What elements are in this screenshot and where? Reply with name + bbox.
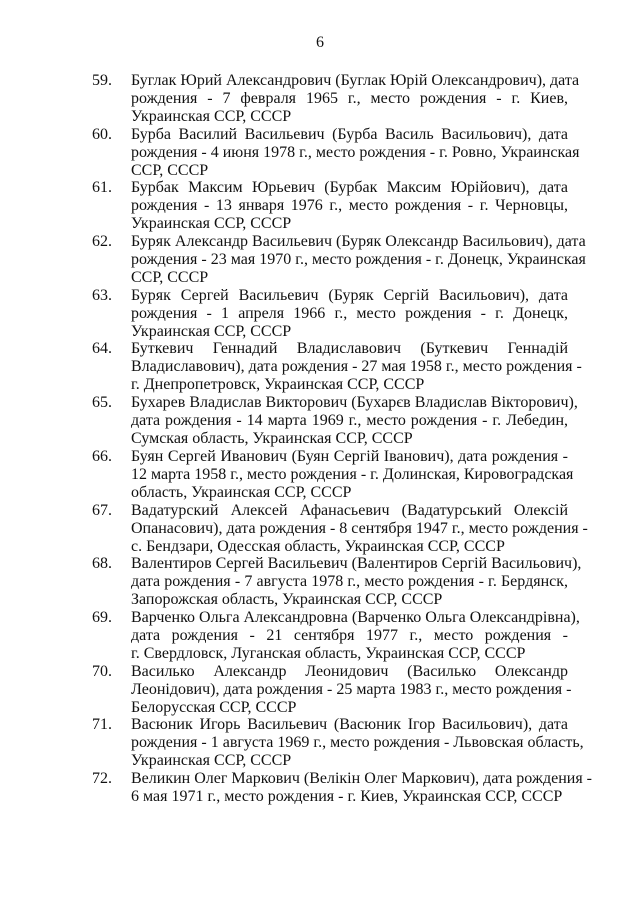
entry-number: 59. bbox=[92, 72, 112, 89]
entry-number: 71. bbox=[92, 716, 112, 734]
entry-line: Буглак Юрий Александрович (Буглак Юрій Олександрович), дата bbox=[131, 72, 580, 89]
entry-text bbox=[131, 72, 580, 126]
entry-line: Вадатурский Алексей Афанасьевич (Вадатурський Олексій bbox=[131, 501, 568, 519]
entry-number: 68. bbox=[92, 555, 112, 573]
entry-line: Великин Олег Маркович (Велікін Олег Маркович), дата рождения - bbox=[131, 769, 592, 787]
entry-line: 6 мая 1971 г., место рождения - г. Киев, Украинская ССР, СССР bbox=[131, 787, 563, 805]
entry-text bbox=[131, 662, 572, 717]
entry-number: 69. bbox=[92, 608, 112, 626]
entry-line: 12 марта 1958 г., место рождения - г. Долинская, Кировоградская bbox=[131, 465, 574, 483]
entry-line: область, Украинская ССР, СССР bbox=[131, 483, 352, 501]
entry-line: рождения - 1 августа 1969 г., место рождения - Львовская область, bbox=[131, 734, 584, 752]
entry-line: Буткевич Геннадий Владиславович (Буткевич Геннадій bbox=[131, 340, 568, 358]
entry-line: Бухарев Владислав Викторович (Бухарєв Владислав Вікторович), bbox=[131, 394, 578, 412]
entry-line: Украинская ССР, СССР bbox=[131, 322, 292, 340]
entry-line: Бурба Василий Васильевич (Бурба Василь Васильович), дата bbox=[131, 125, 568, 143]
entry-line: Леонідович), дата рождения - 25 марта 1983 г., место рождения - bbox=[131, 680, 572, 698]
entry-line: г. Свердловск, Луганская область, Украинская ССР, СССР bbox=[131, 644, 526, 662]
entry-line: Украинская ССР, СССР bbox=[131, 752, 292, 770]
entry-line: г. Днепропетровск, Украинская ССР, СССР bbox=[131, 376, 425, 394]
entry-line: дата рождения - 21 сентября 1977 г., место рождения - bbox=[131, 626, 568, 644]
entry-line: с. Бендзари, Одесская область, Украинская ССР, СССР bbox=[131, 537, 505, 555]
entry-number: 66. bbox=[92, 447, 112, 465]
entry-number: 63. bbox=[92, 286, 112, 304]
entry-line: ССР, СССР bbox=[131, 269, 209, 287]
entry-line: Варченко Ольга Александровна (Варченко Ольга Олександрівна), bbox=[131, 608, 580, 626]
entry-text bbox=[131, 287, 568, 341]
entry-line: Опанасович), дата рождения - 8 сентября 1947 г., место рождения - bbox=[131, 519, 588, 537]
entry-number: 67. bbox=[92, 501, 112, 519]
entry-line: рождения - 1 апреля 1966 г., место рождения - г. Донецк, bbox=[131, 304, 568, 322]
entry-line: Буряк Сергей Васильевич (Буряк Сергій Васильович), дата bbox=[131, 286, 568, 304]
entry-text bbox=[131, 716, 584, 770]
entry-line: Украинская ССР, СССР bbox=[131, 108, 292, 125]
entry-number: 61. bbox=[92, 179, 112, 197]
entry-line: ССР, СССР bbox=[131, 161, 209, 179]
entry-line: Бурбак Максим Юрьевич (Бурбак Максим Юрійович), дата bbox=[131, 179, 568, 197]
entry-line: Буряк Александр Васильевич (Буряк Олександр Васильович), дата bbox=[131, 233, 586, 251]
entry-line: Запорожская область, Украинская ССР, СССР bbox=[131, 591, 443, 609]
entry-line: рождения - 23 мая 1970 г., место рождения - г. Донецк, Украинская bbox=[131, 251, 586, 269]
entry-text bbox=[131, 608, 580, 663]
entry-text bbox=[131, 769, 592, 806]
entry-text bbox=[131, 501, 588, 556]
entry-line: рождения - 13 января 1976 г., место рождения - г. Черновцы, bbox=[131, 197, 568, 215]
entry-line: Василько Александр Леонидович (Василько Олександр bbox=[131, 662, 568, 680]
entry-line: дата рождения - 7 августа 1978 г., место рождения - г. Бердянск, bbox=[131, 573, 568, 591]
entry-line: рождения - 4 июня 1978 г., место рождения - г. Ровно, Украинская bbox=[131, 143, 580, 161]
entry-number: 72. bbox=[92, 769, 112, 787]
entry-text bbox=[131, 394, 578, 448]
entry-number: 70. bbox=[92, 662, 112, 680]
entry-line: Буян Сергей Иванович (Буян Сергій Іванович), дата рождения - bbox=[131, 447, 568, 465]
entry-line: Украинская ССР, СССР bbox=[131, 215, 292, 233]
entry-line: Валентиров Сергей Васильевич (Валентиров Сергій Васильович), bbox=[131, 555, 582, 573]
entry-line: Владиславович), дата рождения - 27 мая 1958 г., место рождения - bbox=[131, 358, 582, 376]
entry-number: 62. bbox=[92, 233, 112, 251]
entry-number: 64. bbox=[92, 340, 112, 358]
entry-number: 60. bbox=[92, 125, 112, 143]
entry-line: Васюник Игорь Васильевич (Васюник Ігор Васильович), дата bbox=[131, 716, 568, 734]
entry-number: 65. bbox=[92, 394, 112, 412]
entry-line: дата рождения - 14 марта 1969 г., место рождения - г. Лебедин, bbox=[131, 412, 568, 430]
entry-text bbox=[131, 340, 582, 394]
entry-text bbox=[131, 179, 568, 233]
entry-line: Белорусская ССР, СССР bbox=[131, 698, 297, 716]
entry-text bbox=[131, 447, 574, 502]
entry-text bbox=[131, 233, 586, 287]
entry-line: рождения - 7 февраля 1965 г., место рождения - г. Киев, bbox=[131, 90, 568, 107]
entry-text bbox=[131, 125, 580, 180]
entry-text bbox=[131, 555, 582, 609]
page-number: 6 bbox=[316, 34, 324, 51]
entry-line: Сумская область, Украинская ССР, СССР bbox=[131, 430, 413, 448]
